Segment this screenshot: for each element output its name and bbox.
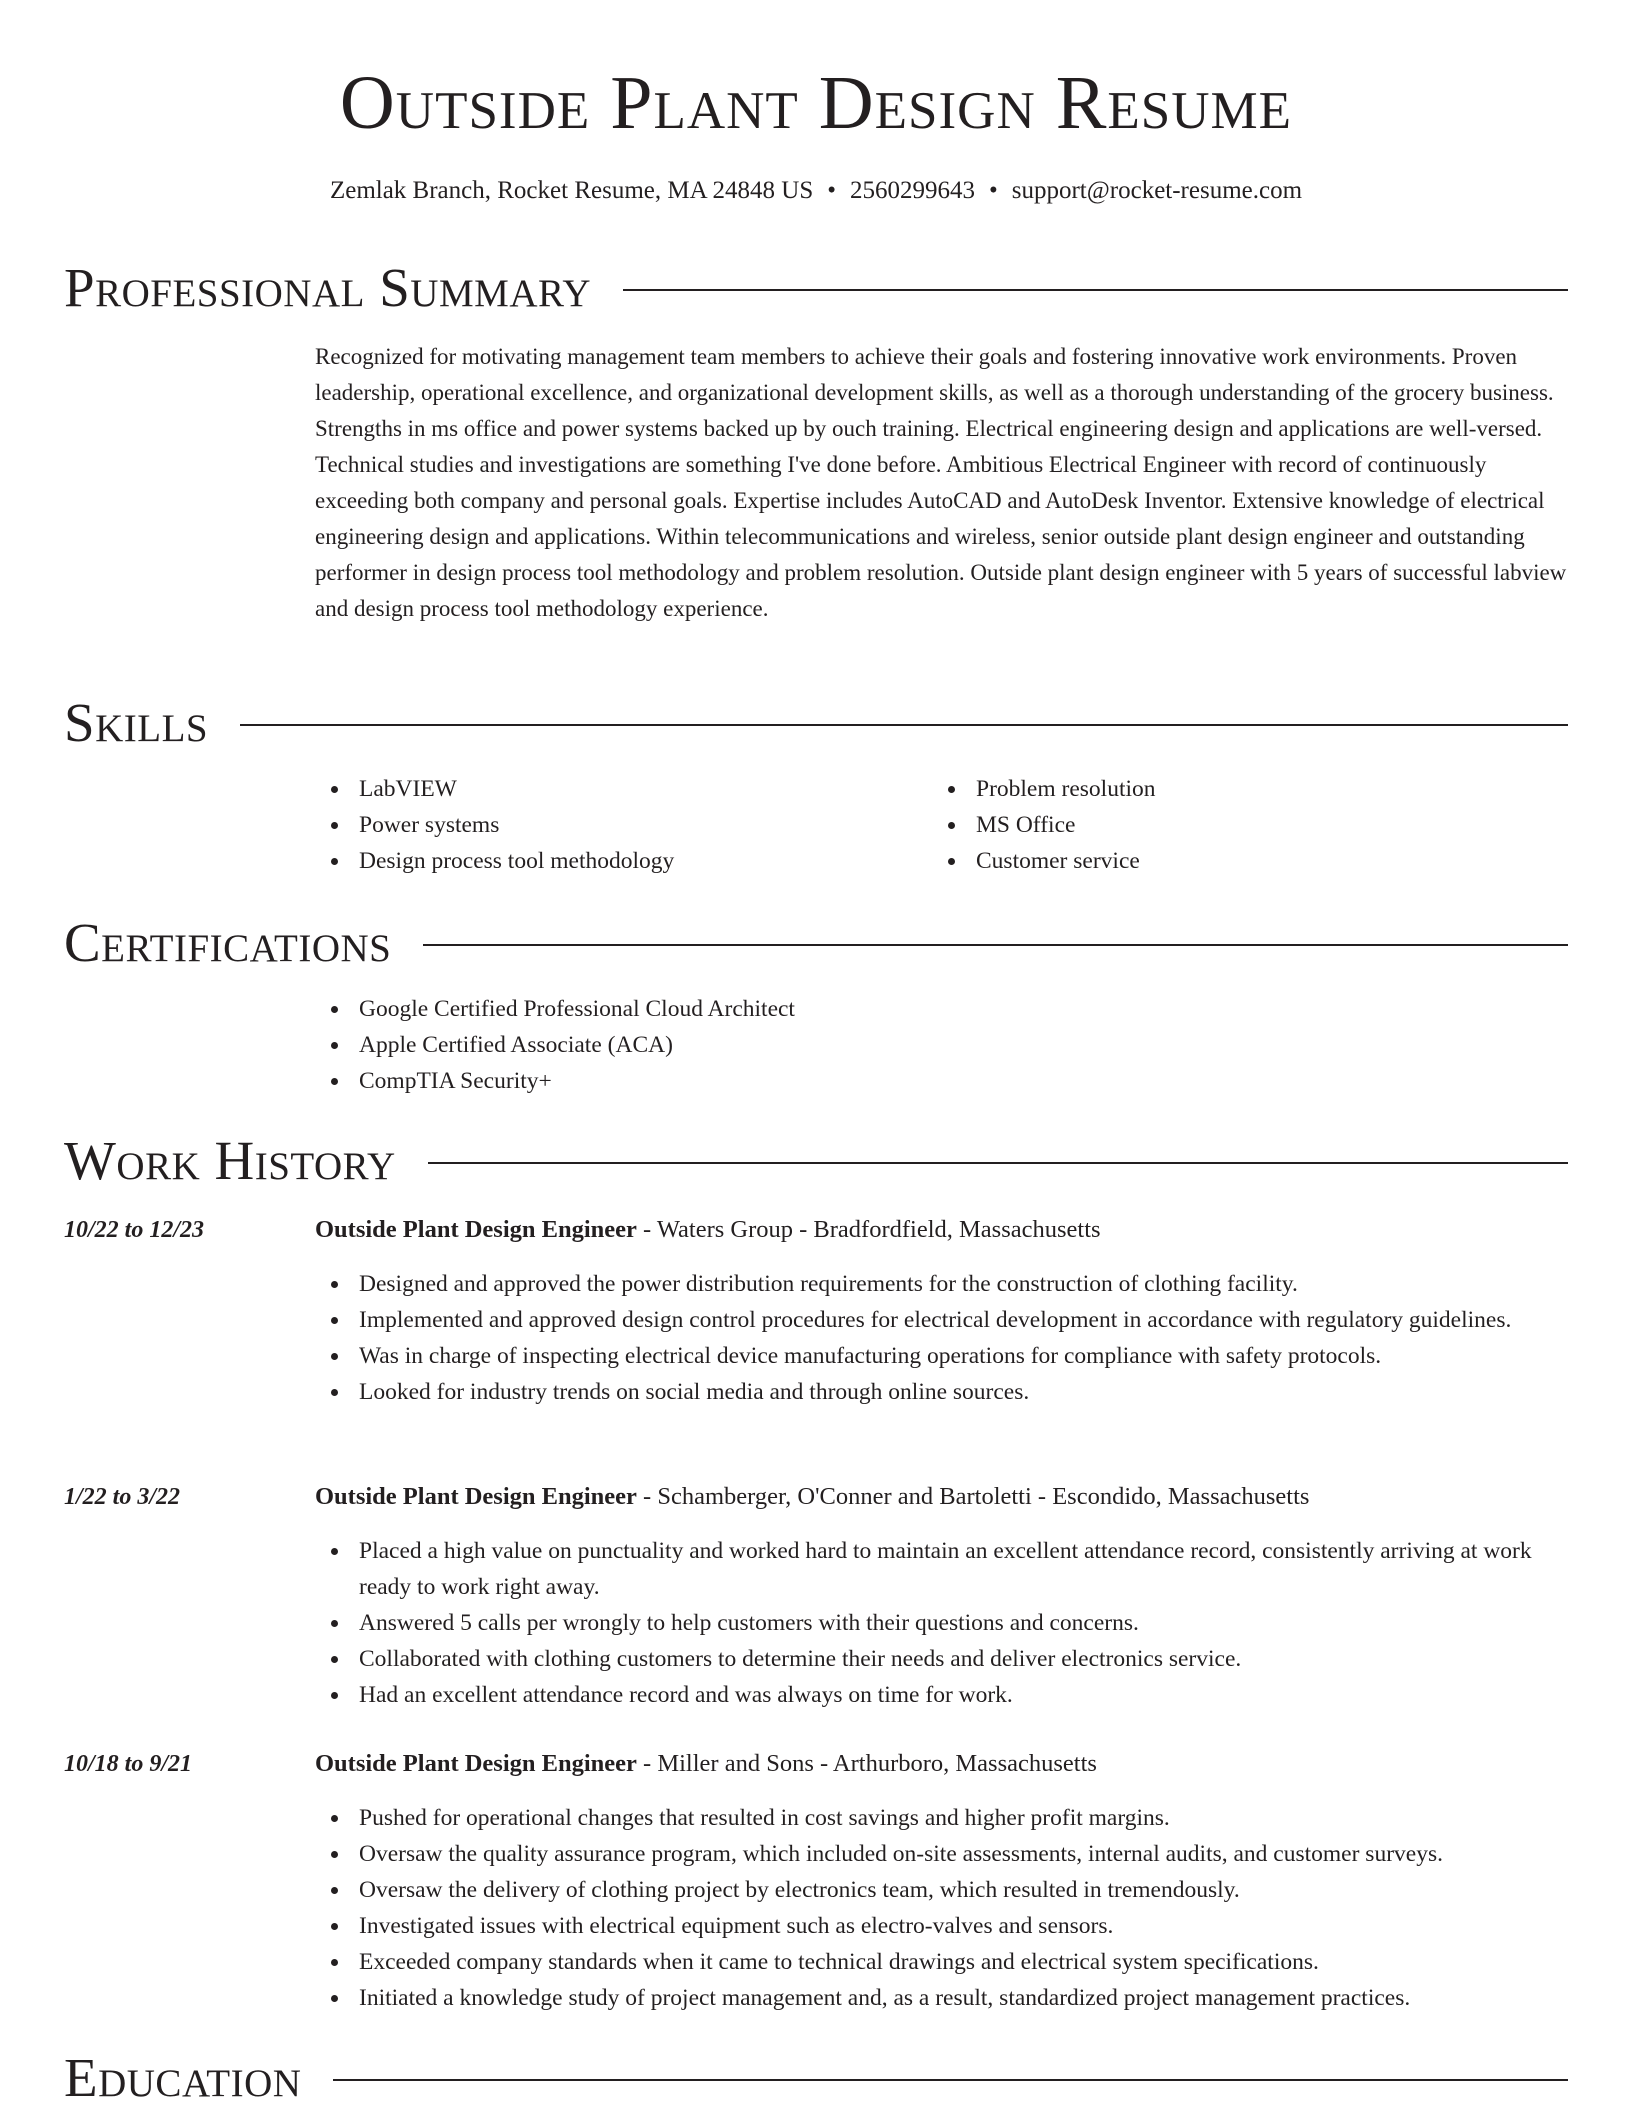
contact-address: Zemlak Branch, Rocket Resume, MA 24848 US [329,177,814,204]
job-bullet: Investigated issues with electrical equipment such as electro-valves and sensors. [315,1908,1575,1944]
section-title-summary: Professional Summary [64,257,592,318]
contact-separator: • [988,177,998,204]
section-header-summary [64,257,1568,319]
contact-line [0,174,1632,208]
job-dates: 1/22 to 3/22 [64,1484,181,1510]
job-dates: 10/22 to 12/23 [64,1217,205,1243]
skills-list-right [932,771,1552,879]
job-bullet: Placed a high value on punctuality and worked hard to maintain an excellent attendance record, consistently arriving at work ready to work right away. [315,1533,1575,1605]
job-bullet: Designed and approved the power distribution requirements for the construction of clothing facility. [315,1266,1575,1302]
resume-title: Outside Plant Design Resume [339,61,1293,145]
certification-item: CompTIA Security+ [315,1063,1515,1099]
skills-list-left [315,771,915,879]
job-bullet: Looked for industry trends on social media and through online sources. [315,1374,1575,1410]
job-bullet: Had an excellent attendance record and was always on time for work. [315,1677,1575,1713]
job-bullet: Initiated a knowledge study of project management and, as a result, standardized project management practices. [315,1980,1575,2016]
section-title-education: Education [64,2047,302,2108]
section-header-work [64,1130,1568,1192]
job-bullet-list [315,1266,1575,1410]
job-title: Outside Plant Design Engineer [315,1750,637,1777]
section-header-education [64,2047,1568,2109]
section-header-skills [64,692,1568,754]
section-header-certifications [64,912,1568,974]
skill-item: Power systems [315,807,915,843]
contact-separator: • [827,177,836,204]
section-title-work: Work History [64,1130,396,1191]
job-header [315,1212,1575,1248]
job-header [315,1746,1575,1782]
job-bullet: Exceeded company standards when it came to technical drawings and electrical system specifications. [315,1944,1575,1980]
certifications-list [315,991,1515,1099]
job-bullet: Pushed for operational changes that resulted in cost savings and higher profit margins. [315,1800,1575,1836]
skill-item: MS Office [932,807,1552,843]
summary-text: Recognized for motivating management team members to achieve their goals and fostering innovative work environments. Proven leadership, operational excellence, and organizational development skills, as well as a thorough understanding of the grocery business. Strengths in ms office and power systems backed up by ouch training. Electrical engineering design and applications are well-versed. Technical studies and investigations are something I've done before. Ambitious Electrical Engineer with record of continuously exceeding both company and personal goals. Expertise includes AutoCAD and AutoDesk Inventor. Extensive knowledge of electrical engineering design and applications. Within telecommunications and wireless, senior outside plant design engineer and outstanding performer in design process tool methodology and problem resolution. Outside plant design engineer with 5 years of successful labview and design process tool methodology experience. [315,344,1567,621]
job-bullet-list [315,1533,1575,1713]
skill-item: Customer service [932,843,1552,879]
job-employer: - Waters Group - Bradfordfield, Massachusetts [636,1216,1101,1243]
section-divider [423,944,1568,946]
skill-item: Design process tool methodology [315,843,915,879]
job-bullet: Oversaw the quality assurance program, which included on-site assessments, internal audits, and customer surveys. [315,1836,1575,1872]
job-header [315,1479,1575,1515]
certification-item: Apple Certified Associate (ACA) [315,1027,1515,1063]
section-divider [623,289,1568,291]
job-title: Outside Plant Design Engineer [315,1216,637,1243]
job-bullet: Answered 5 calls per wrongly to help customers with their questions and concerns. [315,1605,1575,1641]
skill-item: LabVIEW [315,771,915,807]
section-title-certifications: Certifications [64,912,392,973]
section-divider [428,1162,1568,1164]
job-bullet: Implemented and approved design control procedures for electrical development in accordance with regulatory guidelines. [315,1302,1575,1338]
job-employer: - Schamberger, O'Conner and Bartoletti - Escondido, Massachusetts [636,1483,1310,1510]
certification-item: Google Certified Professional Cloud Architect [315,991,1515,1027]
section-divider [333,2079,1568,2081]
skill-item: Problem resolution [932,771,1552,807]
job-bullet: Was in charge of inspecting electrical device manufacturing operations for compliance with safety protocols. [315,1338,1575,1374]
job-employer: - Miller and Sons - Arthurboro, Massachusetts [636,1750,1097,1777]
job-bullet: Oversaw the delivery of clothing project by electronics team, which resulted in tremendously. [315,1872,1575,1908]
job-dates: 10/18 to 9/21 [64,1751,193,1777]
section-title-skills: Skills [64,692,209,753]
job-bullet: Collaborated with clothing customers to determine their needs and deliver electronics service. [315,1641,1575,1677]
job-title: Outside Plant Design Engineer [315,1483,637,1510]
contact-phone: 2560299643 [849,177,975,204]
job-bullet-list [315,1800,1575,2016]
contact-email[interactable]: support@rocket-resume.com [1011,177,1303,204]
section-divider [240,724,1568,726]
